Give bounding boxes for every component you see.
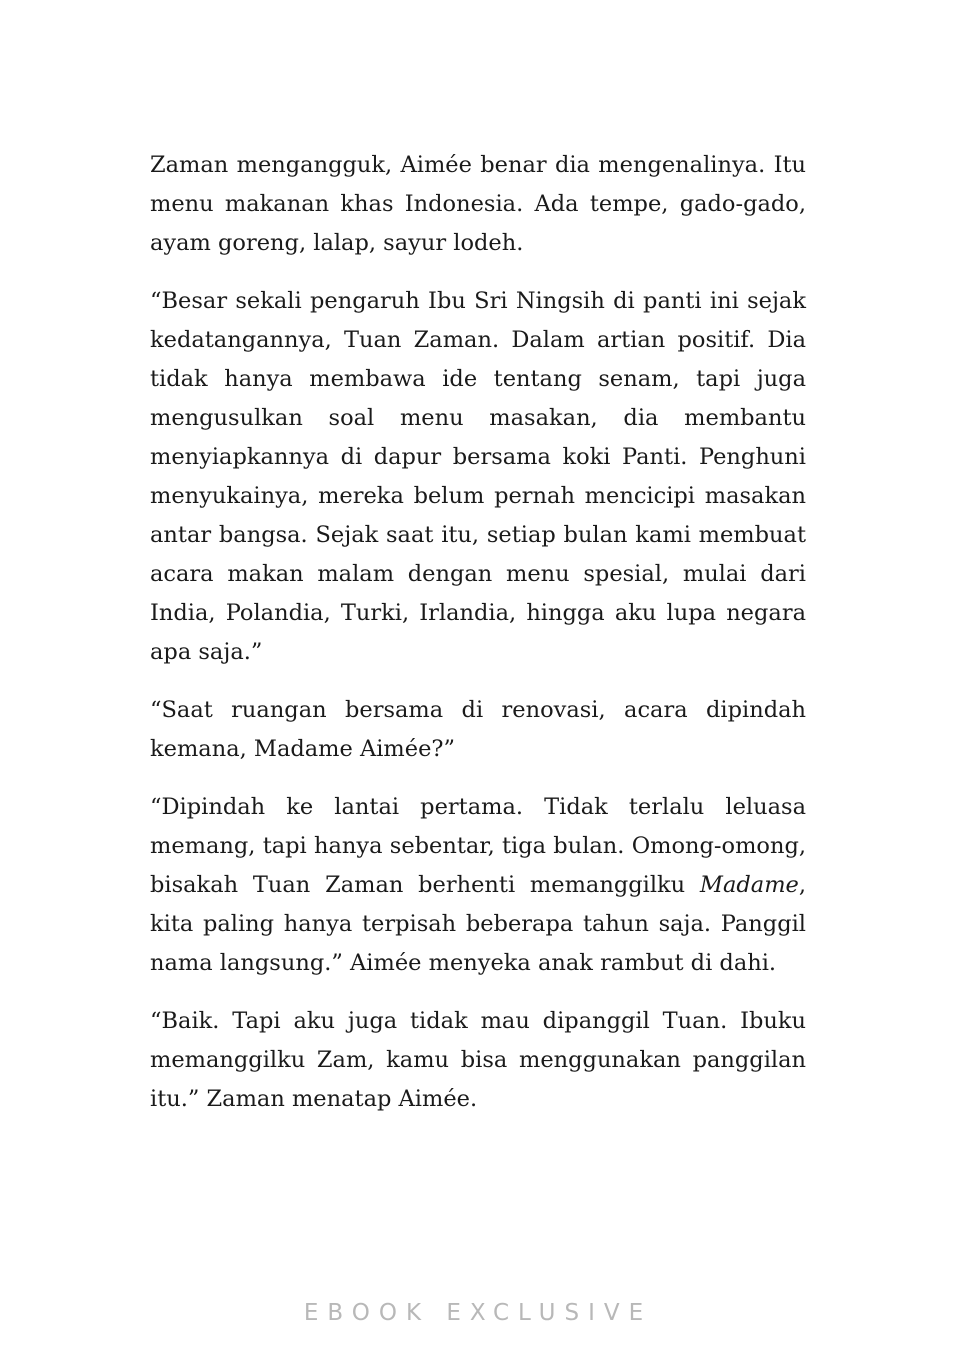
paragraph-4-before: “Dipindah ke lantai pertama. Tidak terlalu leluasa memang, tapi hanya sebentar, tiga bulan. Omong-omong, bisakah Tuan Zaman berhenti memanggilku — [150, 794, 806, 898]
paragraph-2: “Besar sekali pengaruh Ibu Sri Ningsih di panti ini sejak kedatangannya, Tuan Zaman. Dalam artian positif. Dia tidak hanya membawa ide tentang senam, tapi juga mengusulkan soal menu masakan, dia membantu menyiapkannya di dapur bersama koki Panti. Penghuni menyukainya, mereka belum pernah mencicipi masakan antar bangsa. Sejak saat itu, setiap bulan kami membuat acara makan malam dengan menu spesial, mulai dari India, Polandia, Turki, Irlandia, hingga aku lupa negara apa saja.” — [150, 288, 806, 665]
paragraph-3: “Saat ruangan bersama di renovasi, acara dipindah kemana, Madame Aimée?” — [150, 697, 806, 762]
page-body — [150, 146, 806, 1138]
paragraph-1: Zaman mengangguk, Aimée benar dia mengenalinya. Itu menu makanan khas Indonesia. Ada tempe, gado-gado, ayam goreng, lalap, sayur lodeh. — [150, 152, 806, 256]
paragraph-5: “Baik. Tapi aku juga tidak mau dipanggil Tuan. Ibuku memanggilku Zam, kamu bisa menggunakan panggilan itu.” Zaman menatap Aimée. — [150, 1008, 806, 1112]
paragraph-4 — [150, 788, 806, 983]
paragraph-4-italic: Madame — [699, 872, 799, 898]
paragraph-4-after: , kita paling hanya terpisah beberapa tahun saja. Panggil nama langsung.” Aimée menyeka anak rambut di dahi. — [150, 872, 806, 976]
footer-label: EBOOK EXCLUSIVE — [303, 1300, 653, 1326]
